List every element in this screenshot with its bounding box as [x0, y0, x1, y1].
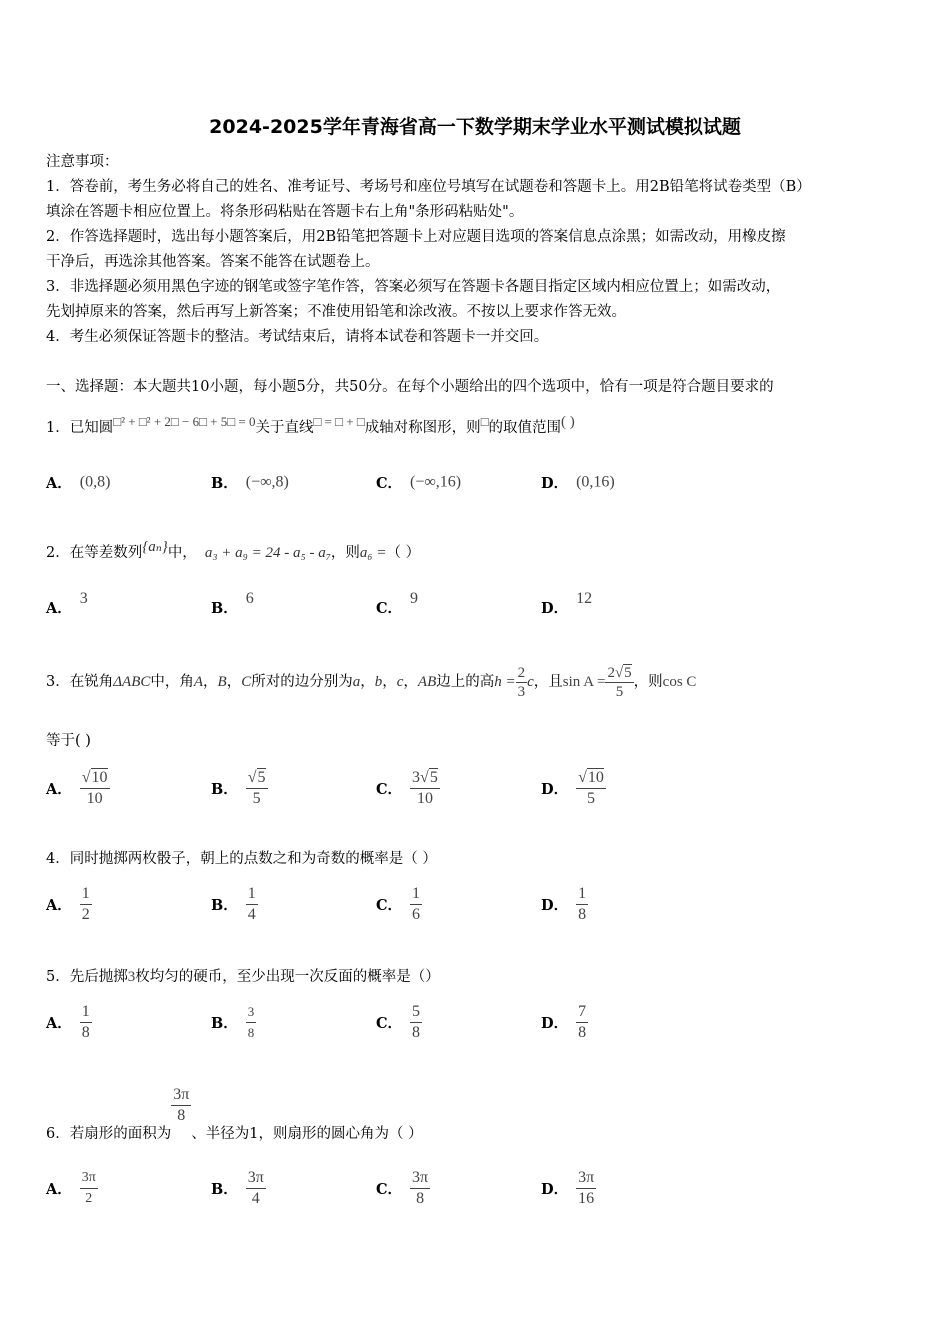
q1-text-4: 的取值范围	[488, 420, 562, 436]
q1-option-b: B． (−∞,8)	[211, 473, 289, 492]
q2-text-3: ，则	[330, 545, 360, 561]
q3-cos: cos C	[662, 674, 697, 690]
q3-side-c: c	[396, 674, 404, 690]
q3-angle-a: A	[193, 674, 204, 690]
q5-text-1: 5．先后抛掷	[46, 969, 128, 985]
q3-height-lhs: h =	[494, 674, 516, 690]
q3-sep: ，	[382, 674, 397, 690]
q1-option-c: C． (−∞,16)	[376, 473, 462, 492]
q6-option-c: C． $\frac{3\pi}{8}$	[376, 1169, 429, 1207]
q2-sequence: {aₙ}	[142, 539, 168, 555]
question-1	[46, 412, 575, 438]
q2-option-d: D．12	[541, 590, 593, 617]
page-title: 2024-2025学年青海省高一下数学期末学业水平测试模拟试题	[209, 116, 741, 138]
question-6	[46, 1085, 423, 1142]
notice-line-1: 1．答卷前，考生务必将自己的姓名、准考证号、考场号和座位号填写在试题卷和答题卡上。用2B铅笔将试卷类型（B）	[46, 179, 811, 195]
q3-height-fraction: $\frac{2}{3}$	[517, 664, 526, 700]
question-2	[46, 537, 420, 563]
notice-line-2: 填涂在答题卡相应位置上。将条形码粘贴在答题卡右上角"条形码粘贴处"。	[46, 204, 524, 220]
q3-text-6: ，则	[633, 674, 663, 690]
q5-text-2: 枚均匀的硬币，至少出现一次反面的概率是（）	[135, 969, 440, 985]
question-4: 4．同时抛掷两枚骰子，朝上的点数之和为奇数的概率是（ ）	[46, 851, 437, 867]
q4-option-b: B． $\frac{1}{4}$	[211, 885, 256, 923]
q3-triangle: ΔABC	[113, 674, 151, 690]
q3-option-d: D． $\frac{√10}{5}$	[541, 769, 604, 807]
question-5	[46, 967, 440, 987]
q1-line-equation: □ = □ + □	[313, 414, 365, 429]
q1-circle-equation: □² + □² + 2□ − 6□ + 5□ = 0	[113, 414, 256, 429]
q3-angle-c: C	[241, 674, 252, 690]
q6-area-fraction: $\frac{3\pi}{8}$	[173, 1086, 190, 1124]
q3-height-c: c	[527, 674, 534, 690]
q4-option-d: D． $\frac{1}{8}$	[541, 885, 587, 923]
q6-option-b: B． $\frac{3\pi}{4}$	[211, 1169, 264, 1207]
q5-option-c: C． $\frac{5}{8}$	[376, 1003, 421, 1041]
notice-heading: 注意事项：	[46, 154, 119, 170]
q3-text-3: 所对的边分别为	[251, 674, 353, 690]
question-3	[46, 660, 696, 704]
notice-line-5: 3．非选择题必须用黑色字迹的钢笔或签字笔作答，答案必须写在答题卡各题目指定区域内相应位置上；如需改动，	[46, 279, 781, 295]
notice-line-4: 干净后，再选涂其他答案。答案不能答在试题卷上。	[46, 254, 380, 270]
q2-text-2: 中，	[167, 545, 197, 561]
q3-sin-lhs: sin A =	[562, 674, 606, 690]
q3-sep: ，	[226, 674, 242, 690]
q2-target: a₆ =	[359, 545, 387, 561]
q1-text-2: 关于直线	[255, 420, 314, 436]
q3-option-b: B． $\frac{√5}{5}$	[211, 769, 266, 807]
q1-option-d: D． (0,16)	[541, 473, 615, 492]
q2-option-a: A．3	[46, 590, 88, 617]
q3-sep: ，	[360, 674, 375, 690]
q2-option-c: C．9	[376, 590, 419, 617]
notice-line-7: 4．考生必须保证答题卡的整洁。考试结束后，请将本试卷和答题卡一并交回。	[46, 329, 549, 345]
q5-option-a: A． $\frac{1}{8}$	[46, 1003, 90, 1041]
q6-option-a: A． $\frac{3\pi}{2}$	[46, 1168, 98, 1209]
q3-sep: ，	[403, 674, 418, 690]
notice-line-3: 2．作答选择题时，选出每小题答案后，用2B铅笔把答题卡上对应题目选项的答案信息点涂黑；如需改动，用橡皮擦	[46, 229, 786, 245]
q2-condition: a₃ + a₉ = 24 - a₅ - a₇	[204, 545, 331, 561]
q5-count: 3	[127, 969, 136, 985]
q3-angle-b: B	[217, 674, 227, 690]
q3-text-7: 等于( )	[46, 733, 91, 749]
q3-option-a: A． $\frac{√10}{10}$	[46, 769, 108, 807]
q4-option-a: A． $\frac{1}{2}$	[46, 885, 90, 923]
q2-paren: （ ）	[386, 545, 421, 561]
q3-sin-fraction: $\frac{2√5}{5}$	[607, 664, 632, 700]
q6-option-d: D． $\frac{3\pi}{16}$	[541, 1169, 595, 1207]
q2-text-1: 2．在等差数列	[46, 545, 143, 561]
q5-option-d: D． $\frac{7}{8}$	[541, 1003, 587, 1041]
q2-option-b: B．6	[211, 590, 254, 617]
q1-text-3: 成轴对称图形，则	[364, 420, 481, 436]
q3-side-a: a	[352, 674, 361, 690]
q1-option-a: A． (0,8)	[46, 473, 111, 492]
q6-text-1: 6．若扇形的面积为	[46, 1126, 172, 1142]
q5-option-b: B． $\frac{3}{8}$	[211, 1002, 256, 1043]
q3-side-ab: AB	[417, 674, 437, 690]
q6-text-2: 、半径为1，则扇形的圆心角为（ ）	[191, 1126, 423, 1142]
q3-side-b: b	[374, 674, 383, 690]
notice-line-6: 先划掉原来的答案，然后再写上新答案；不准使用铅笔和涂改液。不按以上要求作答无效。	[46, 304, 626, 320]
q3-text-5: ，且	[533, 674, 563, 690]
q1-paren: ( )	[561, 414, 575, 430]
q1-text-1: 1．已知圆	[46, 420, 114, 436]
q3-text-1: 3．在锐角	[46, 674, 114, 690]
q3-text-2: 中，角	[150, 674, 194, 690]
q3-option-c: C． $\frac{3√5}{10}$	[376, 769, 438, 807]
q3-sep: ，	[203, 674, 218, 690]
q1-variable: □	[480, 414, 489, 429]
q3-text-4: 边上的高	[436, 674, 495, 690]
q4-option-c: C． $\frac{1}{6}$	[376, 885, 421, 923]
section-heading: 一、选择题：本大题共10小题，每小题5分，共50分。在每个小题给出的四个选项中，恰有一项是符合题目要求的	[46, 379, 774, 395]
